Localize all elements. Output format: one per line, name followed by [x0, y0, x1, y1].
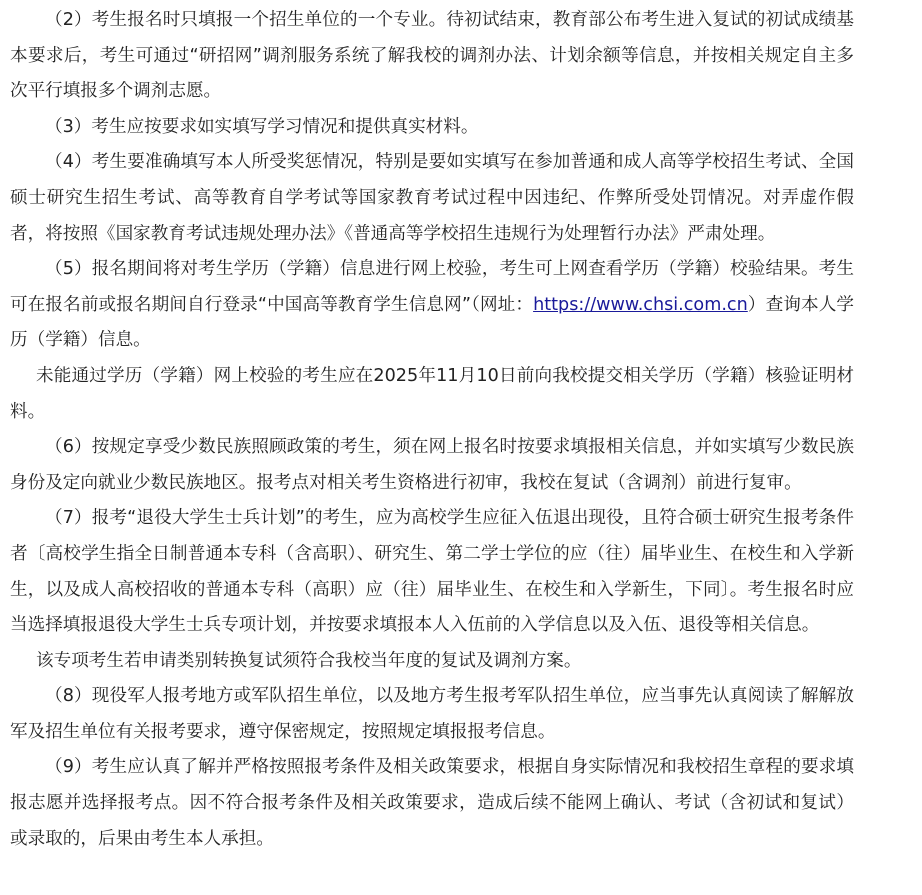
paragraph-special-plan-note: 该专项考生若申请类别转换复试须符合我校当年度的复试及调剂方案。 — [36, 650, 582, 671]
paragraph-item-2: （2）考生报名时只填报一个招生单位的一个专业。待初试结束，教育部公布考生进入复试的初试成绩基本要求后，考生可通过“研招网”调剂服务系统了解我校的调剂办法、计划余额等信息，并按相关规定自主多次平行填报多个调剂志愿。 — [10, 10, 854, 102]
paragraph-item-8: （8）现役军人报考地方或军队招生单位，以及地方考生报考军队招生单位，应当事先认真阅读了解解放军及招生单位有关报考要求，遵守保密规定，按照规定填报报考信息。 — [10, 686, 854, 742]
paragraph-item-6: （6）按规定享受少数民族照顾政策的考生，须在网上报名时按要求填报相关信息，并如实填写少数民族身份及定向就业少数民族地区。报考点对相关考生资格进行初审，我校在复试（含调剂）前进行复审。 — [10, 437, 854, 493]
chsi-website-link[interactable]: https://www.chsi.com.cn — [533, 294, 748, 315]
paragraph-item-5 — [10, 252, 854, 359]
paragraph-item-3: （3）考生应按要求如实填写学习情况和提供真实材料。 — [45, 116, 479, 137]
paragraph-item-9: （9）考生应认真了解并严格按照报考条件及相关政策要求，根据自身实际情况和我校招生章程的要求填报志愿并选择报考点。因不符合报考条件及相关政策要求，造成后续不能网上确认、考试（含初试和复试）或录取的，后果由考生本人承担。 — [10, 757, 854, 849]
paragraph-text: ）查询本人学历（学籍）信息。 — [10, 294, 854, 351]
paragraph-text: （5）报名期间将对考生学历（学籍）信息进行网上校验，考生可上网查看学历（学籍）校验结果。考生可在报名前或报名期间自行登录“中国高等教育学生信息网”（网址： — [10, 259, 854, 315]
document-body — [10, 3, 854, 857]
paragraph-item-7: （7）报考“退役大学生士兵计划”的考生，应为高校学生应征入伍退出现役，且符合硕士研究生报考条件者〔高校学生指全日制普通本专科（含高职）、研究生、第二学士学位的应（往）届毕业生、在校生和入学新生，以及成人高校招收的普通本专科（高职）应（往）届毕业生、在校生和入学新生，下同〕。考生报名时应当选择填报退役大学生士兵专项计划，并按要求填报本人入伍前的入学信息以及入伍、退役等相关信息。 — [10, 508, 854, 636]
paragraph-item-4: （4）考生要准确填写本人所受奖惩情况，特别是要如实填写在参加普通和成人高等学校招生考试、全国硕士研究生招生考试、高等教育自学考试等国家教育考试过程中因违纪、作弊所受处罚情况。对弄虚作假者，将按照《国家教育考试违规处理办法》《普通高等学校招生违规行为处理暂行办法》严肃处理。 — [10, 152, 854, 244]
paragraph-verification-note: 未能通过学历（学籍）网上校验的考生应在2025年11月10日前向我校提交相关学历（学籍）核验证明材料。 — [10, 365, 854, 422]
